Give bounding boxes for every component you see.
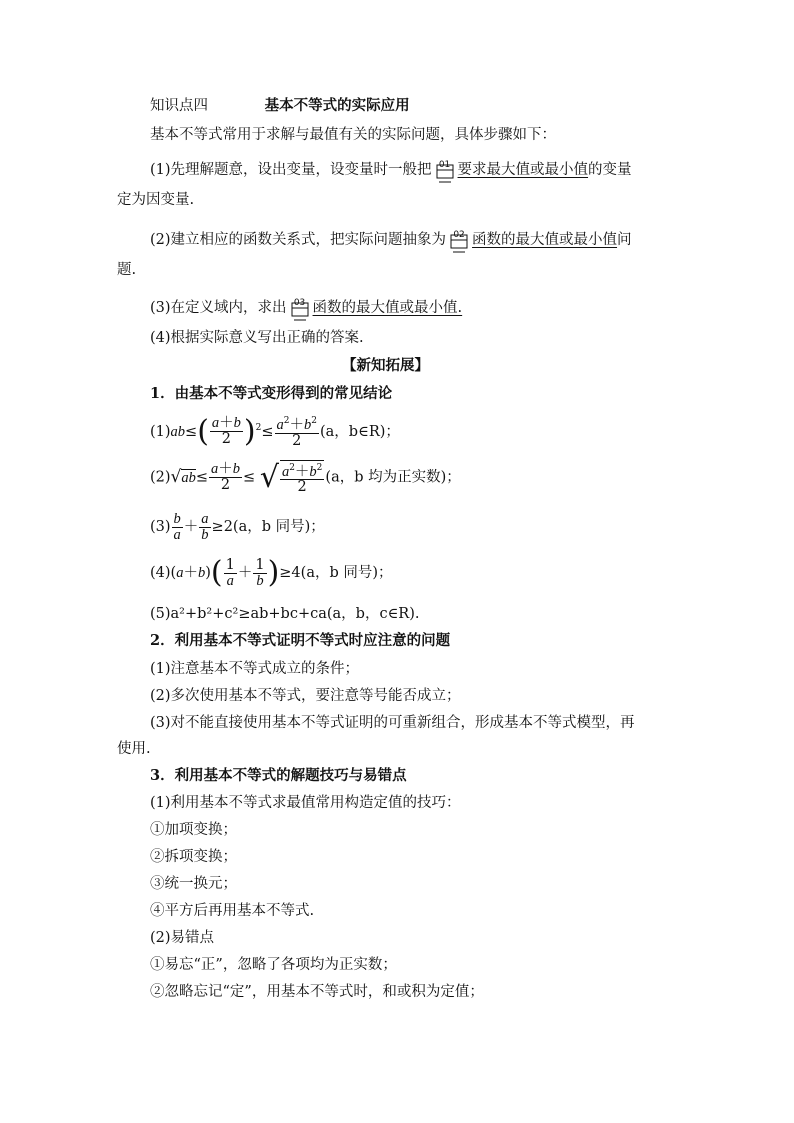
section-label: 知识点四 bbox=[150, 98, 208, 114]
step-1-answer: 要求最大值或最小值 bbox=[457, 162, 589, 178]
expand-title: 【新知拓展】 bbox=[342, 357, 429, 374]
sec2-title: 2．利用基本不等式证明不等式时应注意的问题 bbox=[150, 632, 451, 649]
step-1-cont: 定为因变量. bbox=[117, 192, 195, 208]
intro-text: 基本不等式常用于求解与最值有关的实际问题，具体步骤如下： bbox=[150, 127, 556, 143]
badge-number: 02 bbox=[453, 230, 465, 240]
formula-1: (1)ab≤( $\frac{a+b}{2}$ )$^2$≤ $\frac{a^2+b^2}{2}$ (a，b∈R)； bbox=[150, 413, 400, 450]
step-2-answer: 函数的最大值或最小值 bbox=[472, 232, 618, 248]
formula-4-cond: ≥4(a，b 同号)； bbox=[279, 565, 393, 581]
sec3-error: ①易忘“正”，忽略了各项均为正实数； bbox=[150, 957, 397, 973]
answer-badge-icon bbox=[435, 156, 455, 184]
sec3-title: 3．利用基本不等式的解题技巧与易错点 bbox=[150, 767, 407, 784]
step-2-text: (2)建立相应的函数关系式，把实际问题抽象为 bbox=[150, 232, 447, 248]
formula-1-cond: (a，b∈R)； bbox=[320, 423, 400, 440]
step-4: (4)根据实际意义写出正确的答案. bbox=[150, 330, 364, 346]
formula-3: (3) $\frac{b}{a}$ ＋ $\frac{a}{b}$ ≥2(a，b 同号)； bbox=[150, 510, 325, 543]
formula-4: (4)(a＋b)( $\frac{1}{a}$ ＋ $\frac{1}{b}$ )≥4(a，b 同号)； bbox=[150, 555, 393, 590]
sec3-tip: ③统一换元； bbox=[150, 876, 237, 892]
step-1-text: (1)先理解题意，设出变量，设变量时一般把 bbox=[150, 162, 432, 178]
formula-2: (2)√ab≤ $\frac{a+b}{2}$ ≤ √ $\frac{a^2+b^2}{2}$ (a，b 均为正实数)； bbox=[150, 459, 461, 496]
badge-number: 03 bbox=[293, 298, 306, 308]
step-1 bbox=[150, 156, 632, 184]
answer-badge-icon bbox=[290, 294, 310, 322]
sec2-item: (2)多次使用基本不等式，要注意等号能否成立； bbox=[150, 688, 461, 704]
sec3-tip: ④平方后再用基本不等式. bbox=[150, 903, 315, 919]
sec2-item: (1)注意基本不等式成立的条件； bbox=[150, 661, 360, 677]
formula-3-cond: ≥2(a，b 同号)； bbox=[211, 519, 325, 535]
badge-number: 01 bbox=[438, 160, 451, 170]
sec3-sub2: (2)易错点 bbox=[150, 930, 215, 946]
sec3-tip: ①加项变换； bbox=[150, 822, 237, 838]
section-heading bbox=[150, 96, 410, 116]
sec3-tip: ②拆项变换； bbox=[150, 849, 237, 865]
sec2-item: (3)对不能直接使用基本不等式证明的可重新组合，形成基本不等式模型，再 bbox=[150, 715, 635, 731]
step-2-post: 问 bbox=[617, 232, 632, 248]
sec3-sub1: (1)利用基本不等式求最值常用构造定值的技巧： bbox=[150, 795, 461, 811]
step-2 bbox=[150, 226, 632, 254]
step-3 bbox=[150, 294, 462, 322]
step-1-post: 的变量 bbox=[588, 162, 632, 178]
sec2-cont: 使用. bbox=[117, 741, 151, 757]
formula-5: (5)a²+b²+c²≥ab+bc+ca(a，b，c∈R). bbox=[150, 606, 420, 622]
step-3-text: (3)在定义域内，求出 bbox=[150, 300, 287, 316]
answer-badge-icon bbox=[449, 226, 469, 254]
step-2-cont: 题. bbox=[117, 262, 137, 278]
formula-2-cond: (a，b 均为正实数)； bbox=[325, 469, 461, 486]
sec3-error: ②忽略忘记“定”，用基本不等式时，和或积为定值； bbox=[150, 984, 484, 1000]
step-3-answer: 函数的最大值或最小值. bbox=[312, 300, 463, 316]
sec1-title: 1．由基本不等式变形得到的常见结论 bbox=[150, 385, 393, 402]
section-title: 基本不等式的实际应用 bbox=[264, 97, 410, 114]
